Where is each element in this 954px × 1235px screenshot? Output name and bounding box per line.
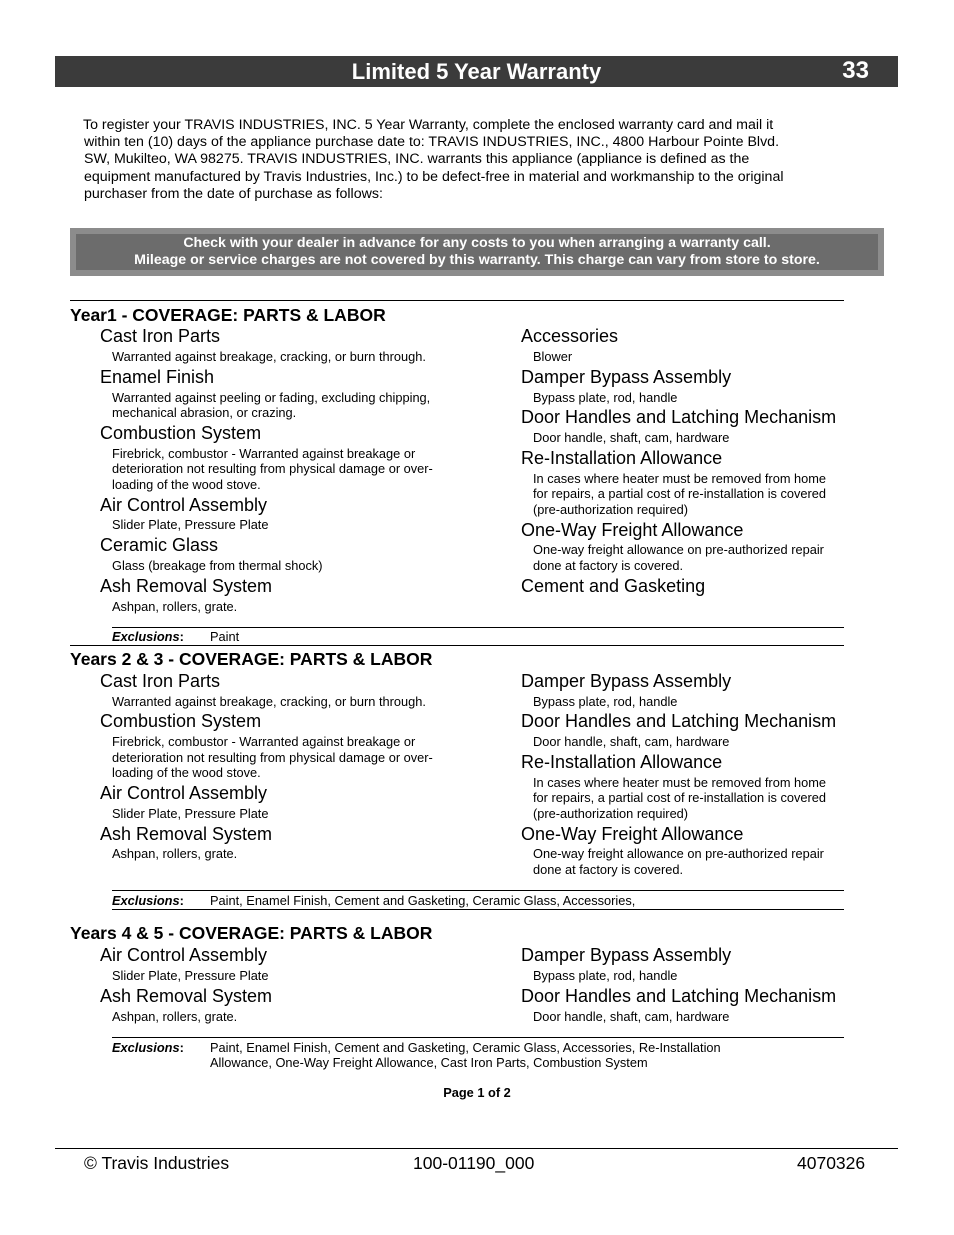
coverage-item-title: Damper Bypass Assembly xyxy=(521,945,732,965)
coverage-item-title: Air Control Assembly xyxy=(100,945,268,965)
coverage-item-title: Door Handles and Latching Mechanism xyxy=(521,986,837,1006)
header-bar xyxy=(55,56,898,87)
coverage-item-desc: (pre-authorization required) xyxy=(533,806,689,821)
coverage-item-desc: Door handle, shaft, cam, hardware xyxy=(533,430,730,445)
coverage-item-title: Combustion System xyxy=(100,423,262,443)
exclusions-text: Paint xyxy=(210,629,240,644)
page-number: 33 xyxy=(842,57,869,84)
intro-line: To register your TRAVIS INDUSTRIES, INC. 5 Year Warranty, complete the enclosed warranty card and mail it xyxy=(83,117,774,133)
exclusions-divider xyxy=(112,627,844,628)
exclusions-text: Paint, Enamel Finish, Cement and Gasketing, Ceramic Glass, Accessories, Re-Installation xyxy=(210,1040,721,1055)
exclusions-text: Allowance, One-Way Freight Allowance, Cast Iron Parts, Combustion System xyxy=(210,1055,648,1070)
coverage-item-desc: Blower xyxy=(533,349,573,364)
coverage-item-title: Ash Removal System xyxy=(100,576,273,596)
coverage-item-title: Ash Removal System xyxy=(100,986,273,1006)
coverage-item-title: Ceramic Glass xyxy=(100,535,219,555)
coverage-item-title: Cement and Gasketing xyxy=(521,576,706,596)
coverage-item-title: Door Handles and Latching Mechanism xyxy=(521,711,837,731)
page-title: Limited 5 Year Warranty xyxy=(351,59,602,84)
exclusions-text: Paint, Enamel Finish, Cement and Gasketing, Ceramic Glass, Accessories, xyxy=(210,893,636,908)
coverage-item-desc: done at factory is covered. xyxy=(533,862,684,877)
coverage-item-desc: for repairs, a partial cost of re-installation is covered xyxy=(533,790,827,805)
coverage-item-desc: deterioration not resulting from physical damage or over- xyxy=(112,461,433,476)
notice-line: Check with your dealer in advance for any costs to you when arranging a warranty call. xyxy=(183,235,771,251)
coverage-item-title: Damper Bypass Assembly xyxy=(521,367,732,387)
exclusions-label: Exclusions: xyxy=(112,1040,184,1055)
coverage-item-desc: Bypass plate, rod, handle xyxy=(533,390,678,405)
coverage-item-title: Cast Iron Parts xyxy=(100,671,221,691)
exclusions-label: Exclusions: xyxy=(112,629,184,644)
coverage-item-desc: Slider Plate, Pressure Plate xyxy=(112,517,269,532)
coverage-item-desc: done at factory is covered. xyxy=(533,558,684,573)
coverage-item-desc: for repairs, a partial cost of re-installation is covered xyxy=(533,486,827,501)
coverage-item-desc: Ashpan, rollers, grate. xyxy=(112,599,238,614)
exclusions-divider xyxy=(112,909,844,910)
coverage-item-title: Enamel Finish xyxy=(100,367,215,387)
coverage-item-desc: (pre-authorization required) xyxy=(533,502,689,517)
intro-line: within ten (10) days of the appliance purchase date to: TRAVIS INDUSTRIES, INC., 4800 Harbour Pointe Blvd. xyxy=(84,134,780,151)
coverage-item-title: Re-Installation Allowance xyxy=(521,752,723,772)
coverage-item-desc: loading of the wood stove. xyxy=(112,765,261,780)
coverage-item-desc: Glass (breakage from thermal shock) xyxy=(112,558,323,573)
section-title-years-2-3: Years 2 & 3 - COVERAGE: PARTS & LABOR xyxy=(70,649,433,669)
coverage-item-desc: Warranted against peeling or fading, excluding chipping, xyxy=(112,390,431,405)
exclusions-divider xyxy=(112,1037,844,1038)
footer-divider xyxy=(55,1148,898,1149)
coverage-item-desc: Door handle, shaft, cam, hardware xyxy=(533,734,730,749)
notice-box xyxy=(70,228,884,276)
exclusions-divider xyxy=(112,890,844,891)
footer-part-number: 4070326 xyxy=(797,1153,866,1173)
coverage-item-desc: One-way freight allowance on pre-authorized repair xyxy=(533,542,824,557)
coverage-item-desc: In cases where heater must be removed from home xyxy=(533,775,827,790)
section-title-year1: Year1 - COVERAGE: PARTS & LABOR xyxy=(70,305,386,325)
intro-line: purchaser from the date of purchase as follows: xyxy=(84,185,383,202)
coverage-item-title: Re-Installation Allowance xyxy=(521,448,723,468)
coverage-item-desc: Bypass plate, rod, handle xyxy=(533,694,678,709)
notice-line: Mileage or service charges are not covered by this warranty. This charge can vary from store to store. xyxy=(134,252,820,268)
coverage-item-title: Damper Bypass Assembly xyxy=(521,671,732,691)
coverage-item-title: Air Control Assembly xyxy=(100,495,268,515)
coverage-item-desc: Warranted against breakage, cracking, or burn through. xyxy=(112,694,426,709)
coverage-item-desc: deterioration not resulting from physical damage or over- xyxy=(112,750,433,765)
coverage-item-desc: Door handle, shaft, cam, hardware xyxy=(533,1009,730,1024)
coverage-item-title: One-Way Freight Allowance xyxy=(521,824,744,844)
coverage-item-desc: In cases where heater must be removed from home xyxy=(533,471,827,486)
footer-copyright: © Travis Industries xyxy=(84,1153,230,1173)
section-divider xyxy=(70,300,844,301)
coverage-item-title: Accessories xyxy=(521,326,619,346)
coverage-item-desc: Ashpan, rollers, grate. xyxy=(112,846,238,861)
coverage-item-desc: Firebrick, combustor - Warranted against breakage or xyxy=(112,446,416,461)
coverage-item-desc: Warranted against breakage, cracking, or burn through. xyxy=(112,349,426,364)
coverage-item-title: Combustion System xyxy=(100,711,262,731)
coverage-item-title: Cast Iron Parts xyxy=(100,326,221,346)
coverage-item-desc: Slider Plate, Pressure Plate xyxy=(112,968,269,983)
section-title-years-4-5: Years 4 & 5 - COVERAGE: PARTS & LABOR xyxy=(70,923,433,943)
intro-line: equipment manufactured by Travis Industries, Inc.) to be defect-free in material and workmanship to the original xyxy=(84,168,784,185)
coverage-item-desc: Bypass plate, rod, handle xyxy=(533,968,678,983)
coverage-item-desc: Firebrick, combustor - Warranted against breakage or xyxy=(112,734,416,749)
coverage-item-desc: Slider Plate, Pressure Plate xyxy=(112,806,269,821)
intro-paragraph xyxy=(83,117,873,203)
coverage-item-desc: Ashpan, rollers, grate. xyxy=(112,1009,238,1024)
exclusions-label: Exclusions: xyxy=(112,893,184,908)
section-divider xyxy=(70,645,844,646)
intro-line: SW, Mukilteo, WA 98275. TRAVIS INDUSTRIES, INC. warrants this appliance (appliance is defined as the xyxy=(84,151,750,168)
coverage-item-desc: mechanical abrasion, or crazing. xyxy=(112,405,297,420)
coverage-item-title: Ash Removal System xyxy=(100,824,273,844)
coverage-item-title: Door Handles and Latching Mechanism xyxy=(521,407,837,427)
coverage-item-title: Air Control Assembly xyxy=(100,783,268,803)
coverage-item-desc: loading of the wood stove. xyxy=(112,477,261,492)
page-indicator: Page 1 of 2 xyxy=(443,1085,511,1100)
footer-document-code: 100-01190_000 xyxy=(413,1153,535,1173)
coverage-item-title: One-Way Freight Allowance xyxy=(521,520,744,540)
coverage-item-desc: One-way freight allowance on pre-authorized repair xyxy=(533,846,824,861)
